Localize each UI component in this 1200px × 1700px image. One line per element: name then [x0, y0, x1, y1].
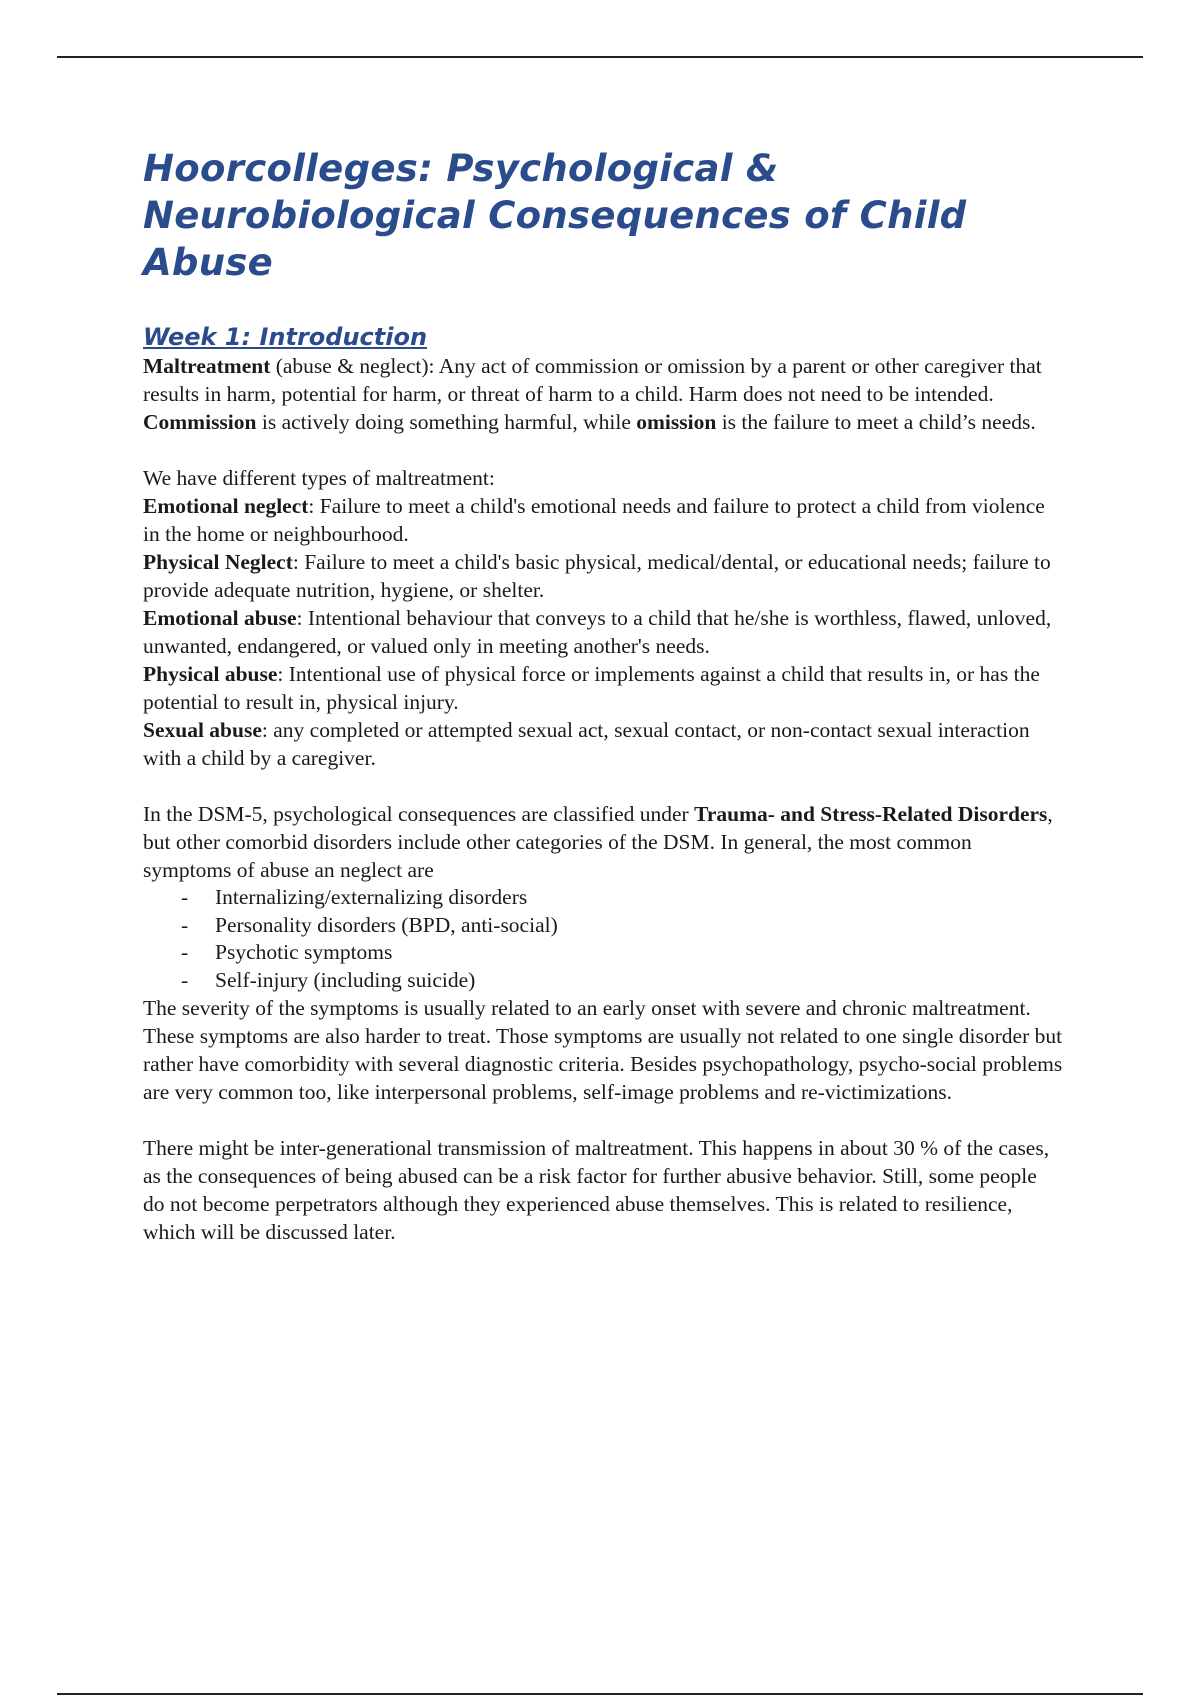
- type-definition: : Failure to meet a child's emotional needs and failure to protect a child from violence in the home or neighbourhood.: [143, 494, 1045, 546]
- dsm-category: Trauma- and Stress-Related Disorders: [694, 802, 1048, 826]
- type-definition: : Failure to meet a child's basic physical, medical/dental, or educational needs; failure to provide adequate nutrition, hygiene, or shelter.: [143, 550, 1051, 602]
- type-definition: : Intentional use of physical force or implements against a child that results in, or has the potential to result in, physical injury.: [143, 662, 1040, 714]
- type-physical-neglect: [143, 548, 1063, 604]
- symptom-text: Self-injury (including suicide): [215, 967, 476, 992]
- list-item: [143, 967, 1063, 995]
- section-heading-week-1: Week 1: Introduction: [143, 323, 428, 351]
- term-maltreatment: Maltreatment: [143, 354, 271, 378]
- symptom-text: Internalizing/externalizing disorders: [215, 885, 528, 909]
- header-rule: [57, 56, 1143, 58]
- type-term: Emotional abuse: [143, 606, 297, 630]
- transmission-paragraph: There might be inter-generational transmission of maltreatment. This happens in about 30 % of the cases, as the consequences of being abused can be a risk factor for further abusive behavior. Still, some people do not become perpetrators although they experienced abuse themselves. This is related to resilience, which will be discussed later.: [143, 1136, 1050, 1244]
- type-emotional-abuse: [143, 604, 1063, 660]
- type-definition: : any completed or attempted sexual act, sexual contact, or non-contact sexual interaction with a child by a caregiver.: [143, 718, 1030, 770]
- bullet-dash: -: [181, 885, 189, 909]
- paragraph-gap: [143, 1106, 1063, 1134]
- document-body: [143, 145, 1063, 1246]
- type-term: Physical abuse: [143, 662, 278, 686]
- type-emotional-neglect: [143, 492, 1063, 548]
- bullet-dash: -: [181, 940, 189, 964]
- bullet-dash: -: [181, 912, 189, 937]
- maltreatment-text-1: (abuse & neglect): Any act of commission or omission by a parent or other caregiver that results in harm, potential for harm, or threat of harm to a child. Harm does not need to be intended.: [143, 354, 1042, 406]
- type-definition: : Intentional behaviour that conveys to a child that he/she is worthless, flawed, unloved, unwanted, endangered, or valued only in meeting another's needs.: [143, 606, 1052, 658]
- maltreatment-text-2: is actively doing something harmful, while: [256, 410, 637, 434]
- type-physical-abuse: [143, 660, 1063, 716]
- maltreatment-text-3: is the failure to meet a child’s needs.: [716, 410, 1036, 434]
- document-title: Hoorcolleges: Psychological & Neurobiological Consequences of Child Abuse: [143, 147, 967, 284]
- maltreatment-definition: [143, 352, 1063, 436]
- term-commission: Commission: [143, 410, 257, 434]
- paragraph-gap: [143, 436, 1063, 464]
- symptom-text: Psychotic symptoms: [215, 940, 393, 964]
- severity-paragraph: The severity of the symptoms is usually related to an early onset with severe and chronic maltreatment. These symptoms are also harder to treat. Those symptoms are usually not related to one single disorder but rather have comorbidity with several diagnostic criteria. Besides psychopathology, psycho-social problems are very common too, like interpersonal problems, self-image problems and re-victimizations.: [143, 996, 1063, 1104]
- symptom-list: [143, 884, 1063, 994]
- dsm-paragraph: [143, 800, 1063, 884]
- dsm-text-1: In the DSM-5, psychological consequences are classified under: [143, 802, 695, 826]
- list-item: [143, 884, 1063, 912]
- list-item: [143, 939, 1063, 967]
- bullet-dash: -: [181, 967, 189, 992]
- type-term: Sexual abuse: [143, 718, 262, 742]
- paragraph-gap: [143, 772, 1063, 800]
- symptom-text: Personality disorders (BPD, anti-social): [215, 912, 558, 937]
- types-intro: We have different types of maltreatment:: [143, 466, 495, 490]
- type-term: Physical Neglect: [143, 550, 293, 574]
- dsm-text-2: , but other comorbid disorders include other categories of the DSM. In general, the most common symptoms of abuse an neglect are: [143, 802, 1053, 882]
- term-omission: omission: [636, 410, 717, 434]
- type-term: Emotional neglect: [143, 494, 309, 518]
- list-item: [143, 912, 1063, 940]
- footer-rule: [57, 1693, 1143, 1695]
- type-sexual-abuse: [143, 716, 1063, 772]
